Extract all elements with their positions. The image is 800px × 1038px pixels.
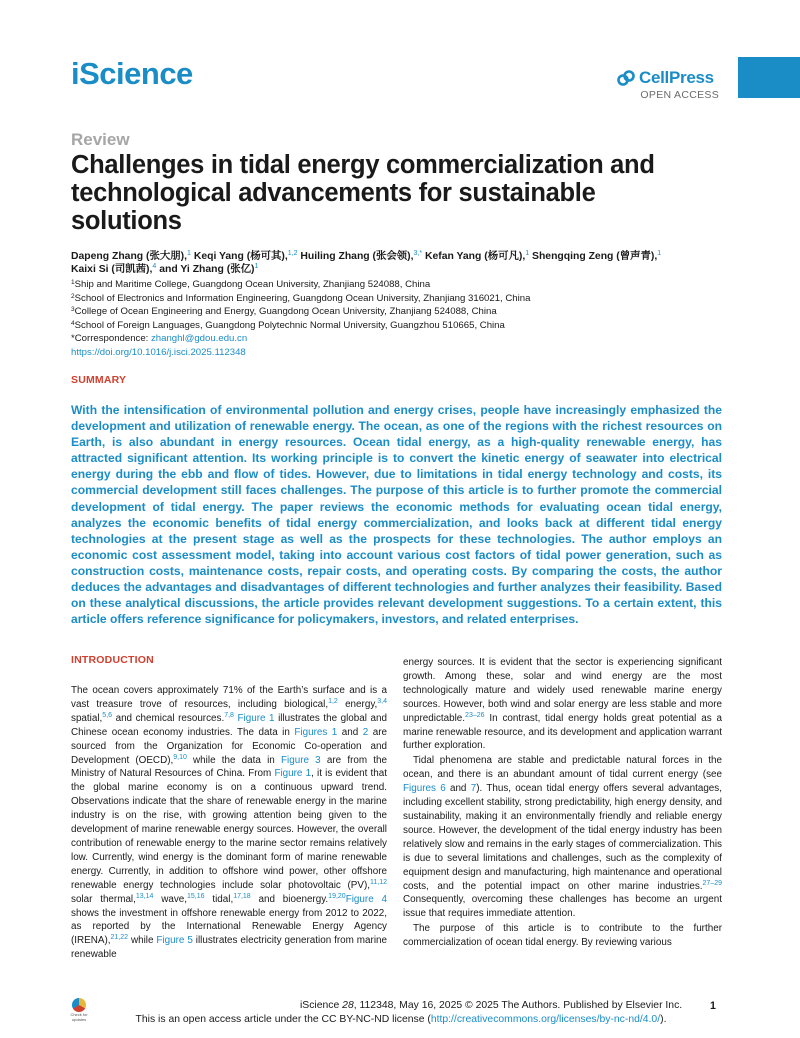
publisher-brand[interactable] — [617, 68, 714, 88]
reference-link[interactable]: 1,2 — [328, 697, 338, 705]
reference-link[interactable]: 3,4 — [377, 697, 388, 705]
figure-link[interactable]: Figure 3 — [280, 754, 321, 766]
figure-link[interactable]: Figure 4 — [345, 893, 387, 905]
affiliations — [71, 278, 731, 360]
author-name[interactable]: Shengqing Zeng (曾声青), — [532, 251, 658, 262]
author-name[interactable]: Dapeng Zhang (张大朋), — [71, 251, 188, 262]
summary-heading: SUMMARY — [71, 374, 127, 386]
intro-paragraph: The ocean covers approximately 71% of the Earth’s surface and is a vast treasure trove of resources, including biological,$^{1,2}$ energy,$^{3,4}$ spatial,$^{5,6}$ and chemical resources.$^{7,8}$ Figure 1 illustrates the global and Chinese ocean economy industries. The data in Figures 1 and 2 are sourced from the Organization for Economic Co-operation and Development (OECD),$^{9,10}$ while the data in Figure 3 are from the Ministry of Natural Resources of China. From Figure 1, it is evident that the global marine economy is on a continuous upward trend. Observations indicate that the share of renewable energy in the marine industry is on the rise, with growing attention being given to the development of marine renewable energy sources. However, the overall contribution of renewable energy to the marine sector remains relatively low. Currently, wind energy is the dominant form of marine renewable energy. Currently, in addition to offshore wind power, other offshore renewable energy technologies include solar photovoltaic (PV),$^{11,12}$ solar thermal,$^{13,14}$ wave,$^{15,16}$ tidal,$^{17,18}$ and bioenergy.$^{19,20}$Figure 4 shows the investment in offshore renewable energy from 2012 to 2022, as reported by the International Renewable Energy Agency (IRENA),$^{21,22}$ while Figure 5 illustrates electricity generation from marine renewable — [71, 685, 388, 961]
reference-link[interactable]: 13,14 — [135, 892, 154, 900]
affiliation-ref[interactable]: 3,* — [413, 250, 423, 257]
email-link[interactable]: zhanghl@gdou.edu.cn — [151, 333, 248, 345]
body-column-right — [403, 656, 722, 950]
reference-link[interactable]: 21,22 — [110, 934, 129, 942]
author-name[interactable]: Keqi Yang (杨可其), — [193, 251, 288, 262]
page-number: 1 — [710, 1000, 716, 1012]
body-column-left — [71, 684, 387, 962]
affiliation-ref[interactable]: 1 — [657, 250, 662, 257]
crossmark-icon — [72, 998, 86, 1012]
reference-link[interactable]: 15,16 — [187, 892, 205, 900]
reference-link[interactable]: 11,12 — [370, 878, 387, 886]
reference-link[interactable]: 23–26 — [465, 711, 485, 719]
reference-link[interactable]: 17,18 — [233, 892, 251, 900]
affiliation-item: $^1$Ship and Maritime College, Guangdong Ocean University, Zhanjiang 524088, China — [71, 279, 431, 290]
citation-line: iScience 28, 112348, May 16, 2025 © 2025 The Authors. Published by Elsevier Inc. — [300, 1000, 683, 1011]
author-list — [71, 250, 731, 276]
publisher-name: CellPress — [639, 68, 714, 87]
figure-link[interactable]: Figure 5 — [156, 935, 193, 947]
affiliation-item: $^4$School of Foreign Languages, Guangdong Polytechnic Normal University, Guangzhou 510665, China — [71, 319, 505, 331]
affiliation-item: $^3$College of Ocean Engineering and Energy, Guangdong Ocean University, Zhanjiang 524088, China — [71, 306, 497, 318]
introduction-heading: INTRODUCTION — [71, 654, 154, 666]
intro-paragraph: energy sources. It is evident that the sector is experiencing significant growth. Among these, solar and wind energy are the most technologically mature and widely used renewable marine energy sources. However, both wind and solar energy are less stable and more unpredictable.$^{23-26}$ In contrast, tidal energy holds great potential as a marine renewable resource, and its development and application warrant further exploration. — [403, 657, 722, 752]
affiliation-ref[interactable]: 4 — [152, 263, 157, 270]
side-color-tab — [738, 57, 800, 98]
intro-paragraph: The purpose of this article is to contribute to the further commercialization of ocean tidal energy. By reviewing various — [403, 923, 722, 949]
author-name[interactable]: Huiling Zhang (张会领), — [300, 251, 414, 262]
article-type: Review — [71, 130, 130, 149]
figure-link[interactable]: Figure 1 — [274, 768, 312, 780]
correspondence: *Correspondence: zhanghl@gdou.edu.cn — [71, 333, 248, 345]
affiliation-ref[interactable]: 1 — [254, 263, 259, 270]
article-title: Challenges in tidal energy commercialization and technological advancements for sustainable solutions — [71, 151, 655, 235]
figure-link[interactable]: 2 — [362, 726, 369, 738]
cellpress-logo-icon — [617, 69, 635, 87]
figure-link[interactable]: Figure 1 — [237, 712, 275, 724]
author-name[interactable]: Kaixi Si (司凯茜), — [71, 264, 153, 275]
doi-link[interactable]: https://doi.org/10.1016/j.isci.2025.112348 — [71, 346, 246, 358]
author-name[interactable]: and Yi Zhang (张亿) — [159, 264, 255, 275]
crossmark-label: Check for updates — [70, 1012, 88, 1022]
journal-title: iScience — [71, 56, 193, 91]
reference-link[interactable]: 19,20 — [328, 892, 346, 900]
reference-link[interactable]: 5,6 — [102, 711, 113, 719]
figure-link[interactable]: Figures 6 — [403, 783, 446, 795]
affiliation-ref[interactable]: 1 — [525, 250, 530, 257]
reference-link[interactable]: 27–29 — [702, 879, 722, 887]
reference-link[interactable]: 9,10 — [173, 753, 187, 761]
license-line: This is an open access article under the CC BY-NC-ND license (http://creativecommons.org/licenses/by-nc-nd/4.0/). — [135, 1014, 667, 1025]
affiliation-ref[interactable]: 1 — [187, 250, 191, 257]
reference-link[interactable]: 7,8 — [224, 711, 234, 719]
open-access-label: OPEN ACCESS — [640, 89, 719, 101]
figure-link[interactable]: 7 — [470, 783, 477, 795]
license-link[interactable]: http://creativecommons.org/licenses/by-nc-nd/4.0/ — [430, 1014, 661, 1025]
author-name[interactable]: Kefan Yang (杨可凡), — [424, 251, 526, 262]
affiliation-item: $^2$School of Electronics and Information Engineering, Guangdong Ocean University, Zhanjiang 316021, China — [71, 292, 531, 304]
figure-link[interactable]: Figures 1 — [294, 726, 338, 738]
summary-text: With the intensification of environmental pollution and energy crises, people have increasingly emphasized the development and utilization of renewable energy. The ocean, as one of the regions with the richest resources on Earth, is also abundant in energy resources. Ocean tidal energy, as a high-quality renewable energy, has attracted significant attention. Its working principle is to convert the kinetic energy of seawater into electrical energy during the ebb and flow of tides. However, due to limitations in tidal energy technology and costs, its commercial development still faces challenges. The purpose of this article is to further promote the commercial development of tidal energy. The paper reviews the economic methods for evaluating ocean tidal energy, analyzes the economic benefits of tidal energy commercialization, and looks back at different tidal energy technologies at the present stage as well as the prospects for these technologies. The author employs an economic cost assessment model, taking into account various cost factors of tidal power generation, such as construction costs, maintenance costs, repair costs, and operating costs. By comparing the costs, the author deduces the advantages and disadvantages of different technologies and further analyzes their feasibility. Based on these analytical discussions, the article provides relevant development suggestions. To a certain extent, this article offers reference significance for policymakers, investors, and related enterprises. — [71, 403, 722, 627]
affiliation-ref[interactable]: 1,2 — [287, 250, 298, 257]
intro-paragraph: Tidal phenomena are stable and predictable natural forces in the ocean, and there is an abundant amount of tidal current energy (see Figures 6 and 7). Thus, ocean tidal energy offers several advantages, including excellent stability, strong predictability, high energy density, and sustainability, making it an environmentally friendly and reliable energy source. However, the development of the tidal energy industry has been relatively slow and remains in the early stages of commercialization. This is due to several limitations and challenges, such as the complexity of equipment design and manufacturing, high maintenance and operational costs, and the potential impact on other marine industries.$^{27-29}$ Consequently, overcoming these challenges has become an urgent issue that requires immediate attention. — [403, 755, 722, 920]
